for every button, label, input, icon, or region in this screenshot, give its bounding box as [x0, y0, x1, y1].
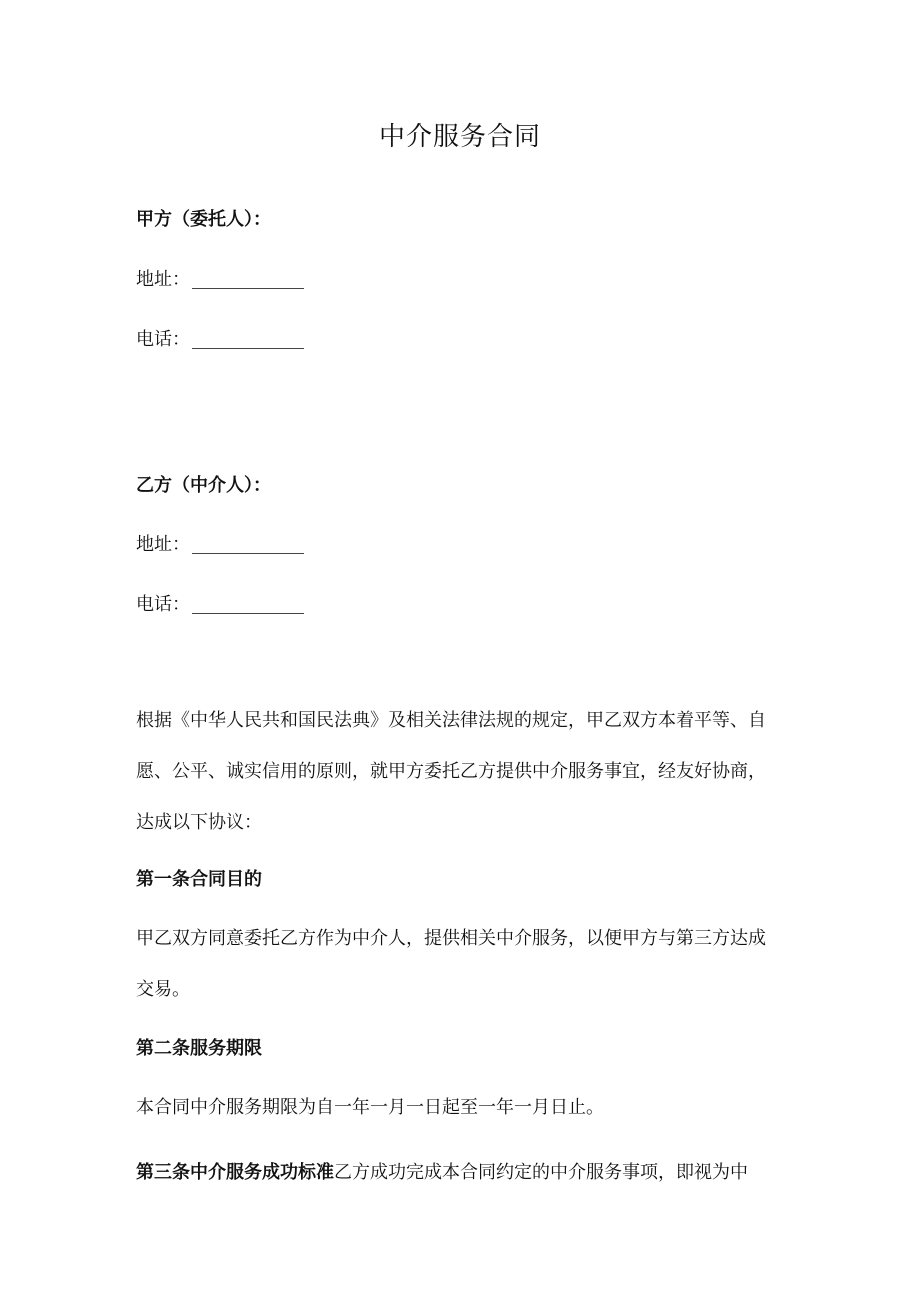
article-1-heading: 第一条合同目的 [136, 869, 262, 890]
party-a-address-label: 地址： [136, 269, 190, 290]
party-a-address [136, 266, 304, 294]
party-a-heading: 甲方（委托人）： [136, 209, 271, 230]
article-1-line-1: 甲乙双方同意委托乙方作为中介人，提供相关中介服务，以便甲方与第三方达成 [136, 928, 766, 949]
party-a-phone [136, 326, 304, 354]
party-a-address-blank [192, 287, 304, 289]
preamble-line-1: 根据《中华人民共和国民法典》及相关法律法规的规定，甲乙双方本着平等、自 [136, 710, 766, 731]
party-b-phone-label: 电话： [136, 594, 190, 615]
preamble-line-2: 愿、公平、诚实信用的原则，就甲方委托乙方提供中介服务事宜，经友好协商， [136, 761, 766, 782]
article-3-heading: 第三条中介服务成功标准 [136, 1162, 334, 1183]
article-3-text: 乙方成功完成本合同约定的中介服务事项，即视为中 [334, 1162, 748, 1183]
article-2-heading: 第二条服务期限 [136, 1038, 262, 1059]
article-3-line-1 [136, 1159, 748, 1187]
party-b-address-label: 地址： [136, 534, 190, 555]
party-b-address [136, 531, 304, 559]
party-b-heading: 乙方（中介人）： [136, 475, 271, 496]
party-b-phone [136, 591, 304, 619]
article-2-line-1: 本合同中介服务期限为自一年一月一日起至一年一月日止。 [136, 1097, 604, 1118]
party-b-address-blank [192, 552, 304, 554]
preamble-line-3: 达成以下协议： [136, 812, 262, 833]
party-a-phone-blank [192, 347, 304, 349]
party-b-phone-blank [192, 612, 304, 614]
party-a-phone-label: 电话： [136, 329, 190, 350]
article-1-line-2: 交易。 [136, 979, 190, 1000]
document-title: 中介服务合同 [378, 122, 541, 152]
